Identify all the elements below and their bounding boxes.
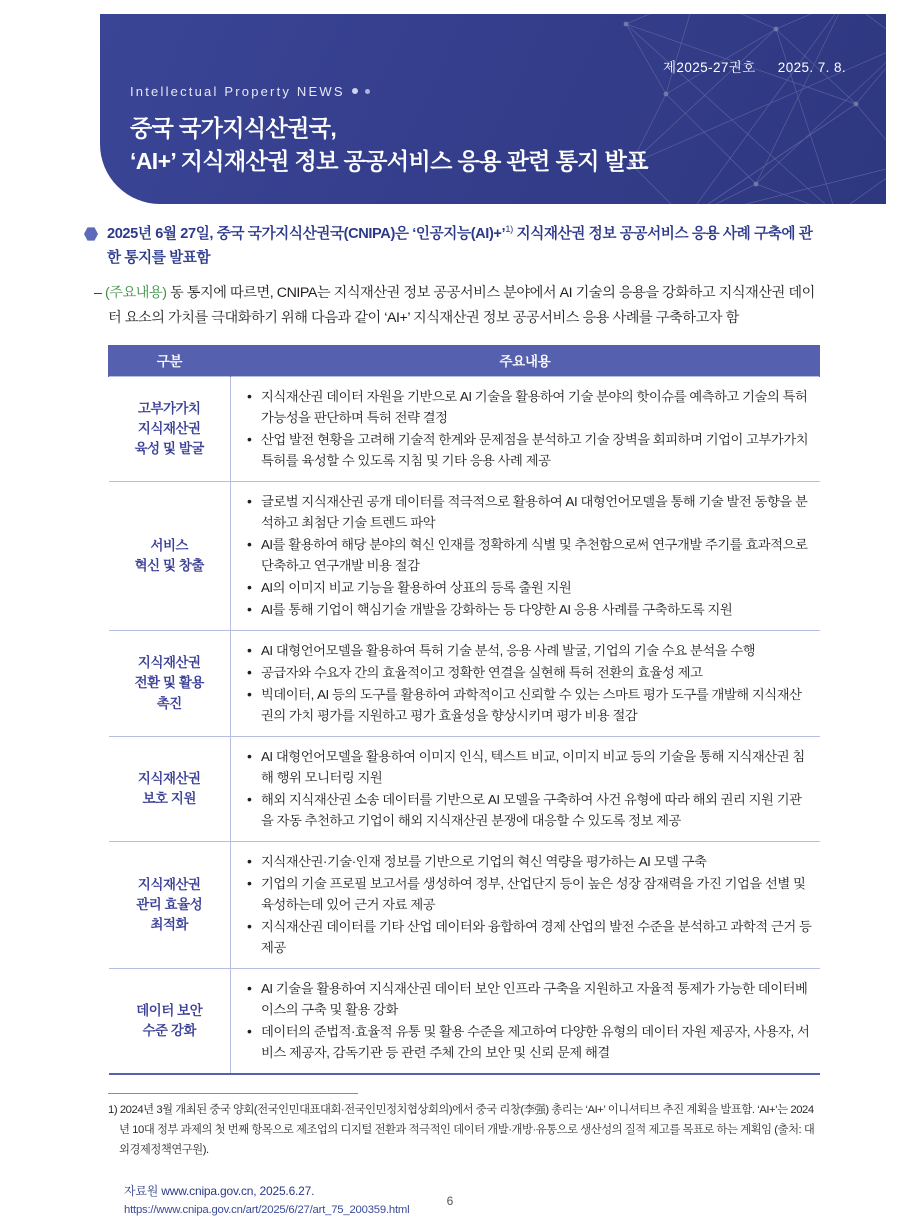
list-item: • 빅데이터, AI 등의 도구를 활용하여 과학적이고 신뢰할 수 있는 스마트 평가 도구를 개발해 지식재산권의 가치 평가를 지원하고 평가 효율성을 향상시키며 평가 비용 절감 [245, 684, 812, 726]
dot-icon [352, 88, 358, 94]
detail-list [245, 386, 812, 471]
table-header-details: 주요내용 [231, 345, 820, 376]
category-line: 지식재산권 [137, 655, 201, 671]
category-line: 지식재산권 [137, 420, 201, 436]
list-item: • 데이터의 준법적·효율적 유통 및 활용 수준을 제고하여 다양한 유형의 데이터 자원 제공자, 사용자, 서비스 제공자, 감독기관 등 관련 주체 간의 보안 및 신뢰 문제 해결 [245, 1021, 812, 1063]
list-item: • 기업의 기술 프로필 보고서를 생성하여 정부, 산업단지 등이 높은 성장 잠재력을 가진 기업을 선별 및 육성하는데 있어 근거 자료 제공 [245, 873, 812, 915]
table-row [109, 968, 820, 1074]
page-title [130, 112, 648, 177]
footnote-divider [108, 1093, 358, 1094]
issue-number: 제2025-27권호 [662, 60, 756, 75]
list-item: • 지식재산권 데이터 자원을 기반으로 AI 기술을 활용하여 기술 분야의 핫이슈를 예측하고 기술의 특허 가능성을 판단하며 특허 전략 결정 [245, 386, 812, 428]
category-line: 촉진 [156, 695, 182, 711]
table-row [109, 630, 820, 736]
table-row-category [109, 841, 231, 968]
table-header-category: 구분 [109, 345, 231, 376]
table-row-details [231, 736, 820, 841]
category-line: 고부가가치 [137, 400, 201, 416]
category-line: 최적화 [150, 917, 189, 933]
table-row [109, 841, 820, 968]
page-title-line2: ‘AI+’ 지식재산권 정보 공공서비스 응용 관련 통지 발표 [130, 147, 648, 174]
lead-text: 2025년 6월 27일, 중국 국가지식산권국(CNIPA)은 ‘인공지능(AI)+’$^{1)}$ 지식재산권 정보 공공서비스 응용 사례 구축에 관한 통지를 발표함 [107, 224, 813, 266]
page-title-line1: 중국 국가지식산권국, [130, 115, 337, 141]
source-line: 자료원 www.cnipa.gov.cn, 2025.6.27. [124, 1184, 315, 1199]
category-line: 지식재산권 [137, 770, 201, 786]
dash-bullet-icon: – [94, 285, 102, 302]
detail-list [245, 978, 812, 1063]
detail-list [245, 640, 812, 726]
table-row-details [231, 841, 820, 968]
dot-small-icon [365, 89, 370, 94]
table-row-category [109, 630, 231, 736]
list-item: • 지식재산권·기술·인재 정보를 기반으로 기업의 혁신 역량을 평가하는 AI 모델 구축 [245, 851, 812, 872]
category-line: 육성 및 발굴 [134, 441, 204, 457]
list-item: • 글로벌 지식재산권 공개 데이터를 적극적으로 활용하여 AI 대형언어모델을 통해 기술 발전 동향을 분석하고 최첨단 기술 트렌드 파악 [245, 491, 812, 533]
list-item: • AI를 활용하여 해당 분야의 혁신 인재를 정확하게 식별 및 추천함으로써 연구개발 주기를 효과적으로 단축하고 연구개발 비용 절감 [245, 534, 812, 576]
sub-label: (주요내용) [104, 285, 167, 302]
detail-list [245, 746, 812, 831]
publication-name: Intellectual Property NEWS [130, 84, 345, 99]
page-number: 6 [446, 1194, 454, 1208]
article-body [84, 222, 824, 1220]
page-header [100, 14, 886, 204]
table-header-row [109, 345, 820, 376]
main-content-table [108, 345, 820, 1075]
category-line: 보호 지원 [142, 790, 196, 806]
network-decoration-icon [606, 14, 886, 204]
category-line: 관리 효율성 [136, 896, 203, 912]
issue-info [663, 56, 846, 76]
table-row-details [231, 968, 820, 1074]
list-item: • AI 대형언어모델을 활용하여 특허 기술 분석, 응용 사례 발굴, 기업의 기술 수요 분석을 수행 [245, 640, 812, 661]
issue-date: 2025. 7. 8. [777, 60, 846, 75]
list-item: • 산업 발전 현황을 고려해 기술적 한계와 문제점을 분석하고 기술 장벽을 회피하며 기업이 고부가가치 특허를 육성할 수 있도록 지침 및 기타 응용 사례 제공 [245, 429, 812, 471]
list-item: • 지식재산권 데이터를 기타 산업 데이터와 융합하여 경제 산업의 발전 수준을 분석하고 과학적 근거 등 제공 [245, 916, 812, 958]
category-line: 혁신 및 창출 [134, 557, 204, 573]
table-row [109, 481, 820, 630]
source-url[interactable]: https://www.cnipa.gov.cn/art/2025/6/27/art_75_200359.html [124, 1204, 410, 1217]
footnote-text: 1) 2024년 3월 개최된 중국 양회(전국인민대표대회·전국인민정치협상회의)에서 중국 리창(李强) 총리는 ‘AI+’ 이니셔티브 추진 계획을 발표함. ‘AI+’는 2024년 10대 정부 과제의 첫 번째 항목으로 제조업의 디지털 전환과 적극적인 데이터 개발·개방·유통으로 생산성의 질적 제고를 목표로 하는 계획임 (출처: 대외경제정책연구원). [108, 1103, 815, 1156]
sub-text: 동 통지에 따르면, CNIPA는 지식재산권 정보 공공서비스 분야에서 AI 기술의 응용을 강화하고 지식재산권 데이터 요소의 가치를 극대화하기 위해 다음과 같이 ‘AI+’ 지식재산권 정보 공공서비스 응용 사례를 구축하고자 함 [108, 285, 815, 326]
table-row-category [109, 968, 231, 1074]
table-body [109, 376, 820, 1074]
table-row-category [109, 376, 231, 481]
list-item: • AI의 이미지 비교 기능을 활용하여 상표의 등록 출원 지원 [245, 577, 812, 598]
table-row-details [231, 481, 820, 630]
sub-paragraph [84, 281, 824, 330]
list-item: • 공급자와 수요자 간의 효율적이고 정확한 연결을 실현해 특허 전환의 효율성 제고 [245, 662, 812, 683]
table-row-details [231, 630, 820, 736]
table-row [109, 376, 820, 481]
detail-list [245, 851, 812, 958]
list-item: • AI 기술을 활용하여 지식재산권 데이터 보안 인프라 구축을 지원하고 자율적 통제가 가능한 데이터베이스의 구축 및 활용 강화 [245, 978, 812, 1020]
lead-paragraph [84, 222, 824, 270]
category-line: 전환 및 활용 [134, 675, 204, 691]
category-line: 서비스 [150, 537, 189, 553]
list-item: • 해외 지식재산권 소송 데이터를 기반으로 AI 모델을 구축하여 사건 유형에 따라 해외 권리 지원 기관을 자동 추천하고 기업이 해외 지식재산권 분쟁에 대응할 수 있도록 정보 제공 [245, 789, 812, 831]
category-line: 수준 강화 [142, 1022, 196, 1038]
table-row [109, 736, 820, 841]
hexagon-bullet-icon [84, 227, 98, 241]
detail-list [245, 491, 812, 620]
publication-eyebrow [130, 84, 370, 99]
table-row-category [109, 736, 231, 841]
table-row-details [231, 376, 820, 481]
list-item: • AI 대형언어모델을 활용하여 이미지 인식, 텍스트 비교, 이미지 비교 등의 기술을 통해 지식재산권 침해 행위 모니터링 지원 [245, 746, 812, 788]
category-line: 데이터 보안 [136, 1002, 203, 1018]
table-row-category [109, 481, 231, 630]
category-line: 지식재산권 [137, 876, 201, 892]
list-item: • AI를 통해 기업이 핵심기술 개발을 강화하는 등 다양한 AI 응용 사례를 구축하도록 지원 [245, 599, 812, 620]
